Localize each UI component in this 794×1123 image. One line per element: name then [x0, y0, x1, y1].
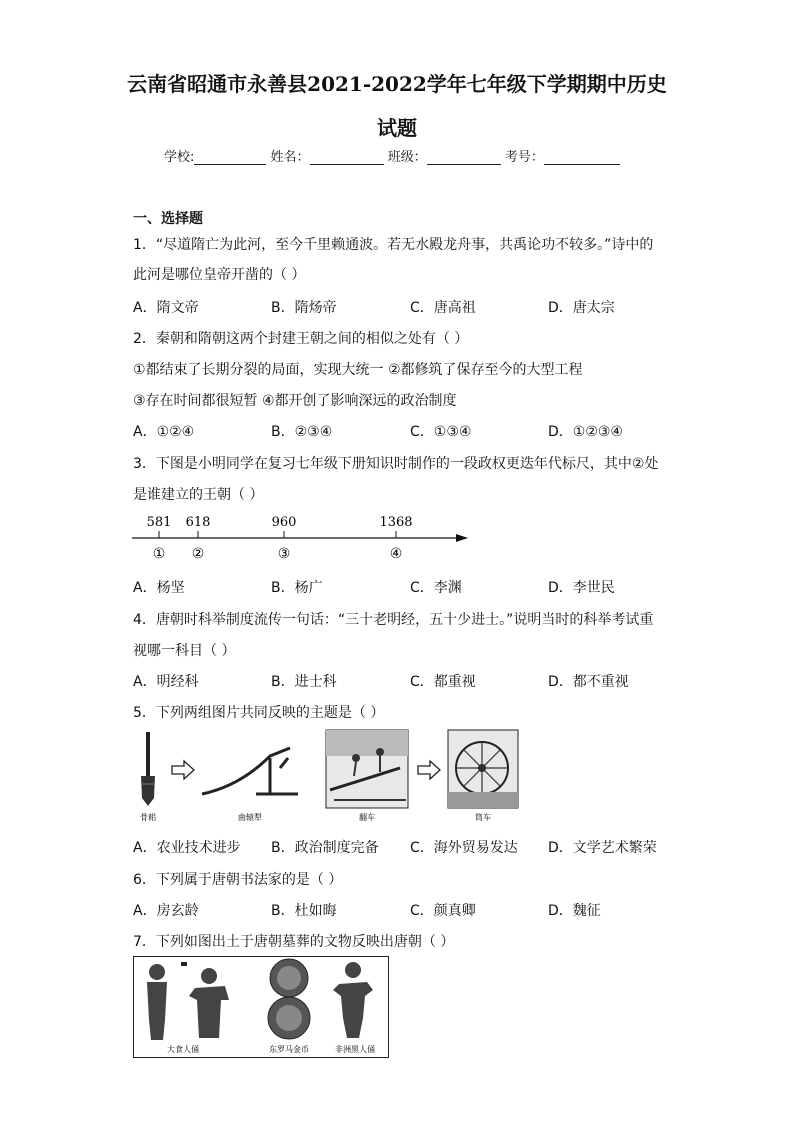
q2-option-d: D．①②③④ — [548, 424, 623, 440]
period-mark: ③ — [277, 546, 291, 562]
school-label: 学校: — [164, 150, 195, 165]
q7-artifacts-image — [133, 956, 389, 1058]
bone-spade-image — [141, 732, 155, 806]
q3-option-c: C．李渊 — [410, 580, 462, 596]
exam-no-label: 考号： — [504, 150, 544, 165]
q6-option-a: A．房玄龄 — [133, 903, 199, 919]
page-title-line2: 试题 — [377, 116, 417, 140]
q2-option-b: B．②③④ — [271, 424, 333, 440]
caption-african-figurine: 非洲黑人俑 — [335, 1045, 375, 1054]
class-blank — [427, 150, 501, 165]
q1-option-b: B．隋炀帝 — [271, 300, 337, 316]
caption-byzantine-coin: 东罗马金币 — [269, 1045, 309, 1054]
q2-stem: 2．秦朝和隋朝这两个封建王朝之间的相似之处有（ ） — [133, 331, 469, 347]
q4-option-c: C．都重视 — [410, 674, 476, 690]
student-info-row — [164, 146, 620, 165]
q2-option-c: C．①③④ — [410, 424, 472, 440]
period-mark: ④ — [389, 546, 403, 562]
q5-option-c: C．海外贸易发达 — [410, 840, 518, 856]
q5-option-a: A．农业技术进步 — [133, 840, 241, 856]
q5-option-b: B．政治制度完备 — [271, 840, 379, 856]
q1-option-a: A．隋文帝 — [133, 300, 199, 316]
q6-option-d: D．魏征 — [548, 903, 601, 919]
q4-option-a: A．明经科 — [133, 674, 199, 690]
q4-stem-line2: 视哪一科目（ ） — [133, 643, 236, 659]
q3-stem-line2: 是谁建立的王朝（ ） — [133, 487, 264, 503]
period-mark: ② — [191, 546, 205, 562]
school-blank — [194, 150, 266, 165]
q7-stem: 7．下列如图出土于唐朝墓葬的文物反映出唐朝（ ） — [133, 934, 455, 950]
caption-curved-plow: 曲辕犁 — [238, 813, 262, 822]
caption-tube-wheel: 筒车 — [475, 813, 491, 822]
q3-option-a: A．杨坚 — [133, 580, 185, 596]
year-label: 960 — [271, 515, 297, 530]
caption-bone-spade: 骨耜 — [140, 813, 156, 822]
name-label: 姓名： — [270, 150, 310, 165]
q5-stem: 5．下列两组图片共同反映的主题是（ ） — [133, 705, 385, 721]
q4-stem-line1: 4．唐朝时科举制度流传一句话：“三十老明经，五十少进士。”说明当时的科举考试重 — [133, 612, 654, 628]
period-mark: ① — [152, 546, 166, 562]
q3-stem-line1: 3．下图是小明同学在复习七年级下册知识时制作的一段政权更迭年代标尺，其中②处 — [133, 456, 659, 472]
square-pallet-pump-image — [326, 730, 408, 808]
timeline-arrow — [456, 534, 468, 542]
q5-option-d: D．文学艺术繁荣 — [548, 840, 657, 856]
q4-option-b: B．进士科 — [271, 674, 337, 690]
caption-square-pallet-pump: 翻车 — [359, 813, 375, 822]
q1-stem-line2: 此河是哪位皇帝开凿的（ ） — [133, 267, 306, 283]
page-title: 云南省昭通市永善县2021-2022学年七年级下学期期中历史 — [127, 72, 667, 96]
timeline-diagram — [126, 508, 476, 566]
exam-no-blank — [544, 150, 620, 165]
q1-option-c: C．唐高祖 — [410, 300, 476, 316]
q5-illustrations — [130, 728, 530, 824]
curved-plow-image — [202, 748, 298, 794]
section-heading: 一、选择题 — [133, 211, 203, 227]
q3-option-d: D．李世民 — [548, 580, 615, 596]
year-label: 581 — [146, 515, 172, 530]
q6-option-b: B．杜如晦 — [271, 903, 337, 919]
q2-statements-2: ③存在时间都很短暂 ④都开创了影响深远的政治制度 — [133, 393, 457, 409]
q6-option-c: C．颜真卿 — [410, 903, 476, 919]
q4-option-d: D．都不重视 — [548, 674, 629, 690]
caption-arab-figurine: 大食人俑 — [167, 1045, 199, 1054]
name-blank — [310, 150, 384, 165]
q1-stem-line1: 1．“尽道隋亡为此河，至今千里赖通波。若无水殿龙舟事，共禹论功不较多。”诗中的 — [133, 237, 654, 253]
arrow-icon — [418, 761, 440, 779]
class-label: 班级： — [387, 150, 427, 165]
q6-stem: 6．下列属于唐朝书法家的是（ ） — [133, 872, 343, 888]
q2-option-a: A．①②④ — [133, 424, 195, 440]
q2-statements-1: ①都结束了长期分裂的局面，实现大统一 ②都修筑了保存至今的大型工程 — [133, 362, 583, 378]
year-label: 618 — [185, 515, 211, 530]
q3-option-b: B．杨广 — [271, 580, 323, 596]
q1-option-d: D．唐太宗 — [548, 300, 615, 316]
tube-wheel-image — [448, 730, 518, 808]
year-label: 1368 — [379, 515, 413, 530]
arrow-icon — [172, 761, 194, 779]
